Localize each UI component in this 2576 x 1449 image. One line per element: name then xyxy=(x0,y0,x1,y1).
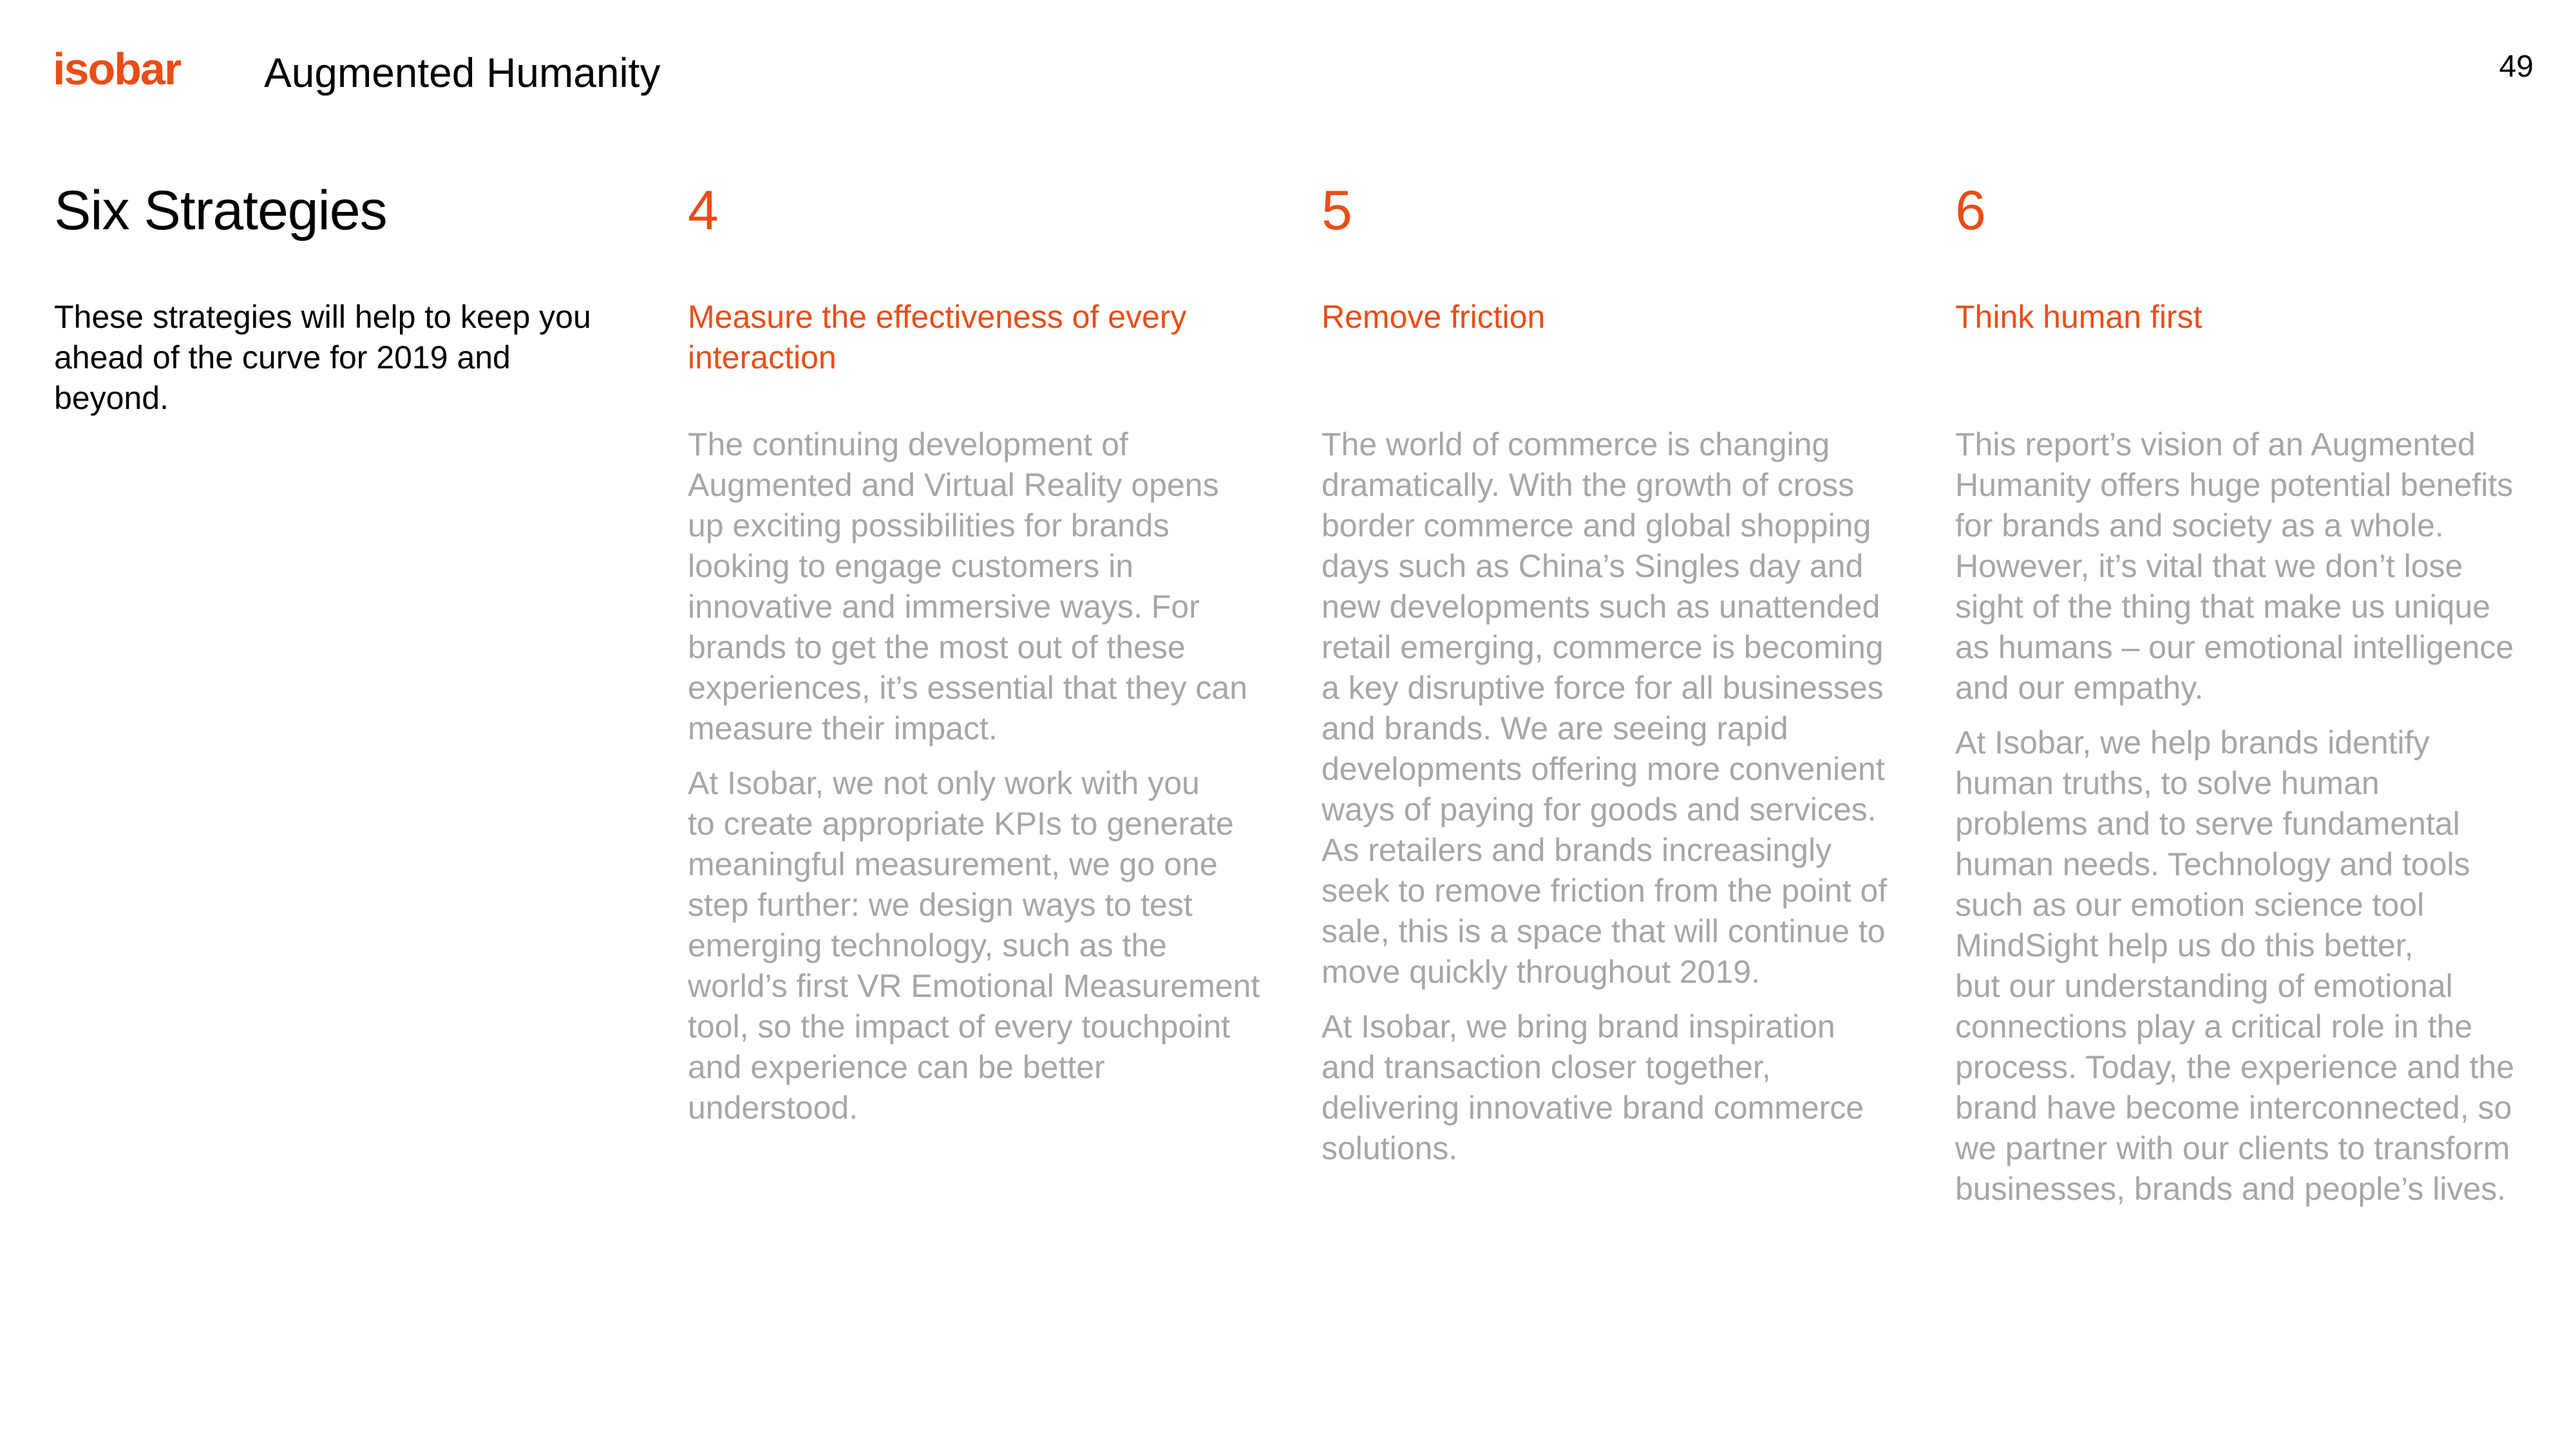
intro-text: These strategies will help to keep you ahead of the curve for 2019 and beyond. xyxy=(54,298,591,416)
strategy-body xyxy=(1321,424,1901,1169)
strategy-title: Think human first xyxy=(1955,298,2202,335)
strategy-number: 5 xyxy=(1321,180,1352,242)
document-title: Augmented Humanity xyxy=(264,50,661,96)
page-number: 49 xyxy=(2499,50,2533,84)
strategy-column-4 xyxy=(688,180,1267,1142)
strategy-paragraph: The continuing development of Augmented and Virtual Reality opens up exciting possibilities for brands looking to engage customers in innovative and immersive ways. For brands to get the most out of these experiences, it’s essential that they can measure their impact. xyxy=(688,426,1248,746)
strategy-body xyxy=(688,424,1267,1128)
strategy-paragraph: At Isobar, we bring brand inspiration and transaction closer together, delivering innovative brand commerce solutions. xyxy=(1321,1008,1864,1166)
strategy-paragraph: At Isobar, we help brands identify human truths, to solve human problems and to serve fundamental human needs. Technology and tools such as our emotion science tool MindSight help us do this better, but our understanding of emotional connections play a critical role in the process. Today, the experience and the brand have become interconnected, so we partner with our clients to transform businesses, brands and people’s lives. xyxy=(1955,724,2515,1207)
intro-column xyxy=(54,180,621,419)
strategy-paragraph: This report’s vision of an Augmented Humanity offers huge potential benefits for brands and society as a whole. However, it’s vital that we don’t lose sight of the thing that make us unique as humans – our emotional intelligence and our empathy. xyxy=(1955,426,2514,706)
strategy-column-6 xyxy=(1955,180,2535,1224)
strategy-paragraph: At Isobar, we not only work with you to create appropriate KPIs to generate meaningful measurement, we go one step further: we design ways to test emerging technology, such as the world’s first VR Emotional Measurement tool, so the impact of every touchpoint and experience can be better understood. xyxy=(688,764,1260,1126)
strategy-title: Measure the effectiveness of every interaction xyxy=(688,298,1187,375)
strategy-number: 4 xyxy=(688,180,719,242)
strategy-number: 6 xyxy=(1955,180,1986,242)
isobar-logo: isobar xyxy=(53,44,181,94)
strategy-column-5 xyxy=(1321,180,1901,1183)
strategy-body xyxy=(1955,424,2535,1209)
section-heading: Six Strategies xyxy=(54,180,387,242)
strategy-title: Remove friction xyxy=(1321,298,1546,335)
strategy-paragraph: The world of commerce is changing dramatically. With the growth of cross border commerce and global shopping days such as China’s Singles day and new developments such as unattended retail emerging, commerce is becoming a key disruptive force for all businesses and brands. We are seeing rapid developments offering more convenient ways of paying for goods and services. As retailers and brands increasingly seek to remove friction from the point of sale, this is a space that will continue to move quickly throughout 2019. xyxy=(1321,426,1888,990)
